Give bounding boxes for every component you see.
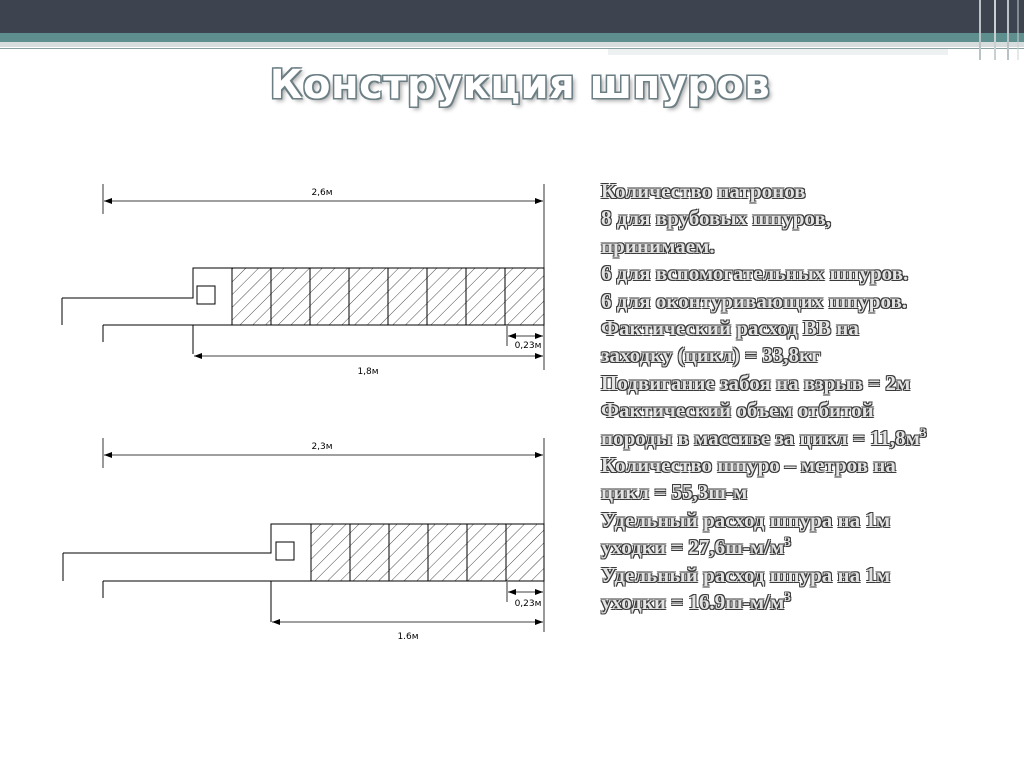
info-line-text: заходку (цикл) = 33,8кг bbox=[601, 343, 821, 368]
info-line-text: 6 для оконтуривающих шпуров. bbox=[601, 288, 908, 313]
info-line bbox=[601, 315, 1011, 342]
info-line bbox=[601, 425, 1011, 452]
detonator-box-top bbox=[197, 286, 215, 304]
info-line-text: Удельный расход шпура на 1м bbox=[601, 507, 891, 532]
detonator-box-bottom bbox=[276, 542, 294, 560]
info-line bbox=[601, 397, 1011, 424]
info-line bbox=[601, 205, 1011, 232]
stemming-label-top: 0,23м bbox=[514, 341, 542, 351]
info-line-text: Подвигание забоя на взрыв = 2м bbox=[601, 370, 911, 395]
info-line-text: 8 для врубовых шпуров, bbox=[601, 206, 831, 231]
info-line bbox=[601, 479, 1011, 506]
info-line bbox=[601, 589, 1011, 616]
info-line-text: уходки = 27,6ш-м/м bbox=[601, 535, 785, 560]
charge-length-dimension-top bbox=[194, 356, 543, 377]
info-line-superscript: 3 bbox=[784, 534, 791, 550]
top-decorative-bar bbox=[0, 0, 1024, 60]
stemming-dimension-top bbox=[507, 325, 544, 370]
blasthole-diagrams-svg bbox=[0, 170, 600, 650]
info-line bbox=[601, 342, 1011, 369]
charge-length-label-top: 1,8м bbox=[357, 367, 379, 377]
info-line-superscript: 3 bbox=[919, 424, 927, 440]
diagram-top bbox=[62, 184, 544, 377]
stemming-label-bottom: 0,23м bbox=[514, 599, 542, 609]
charge-length-dimension-bottom bbox=[272, 622, 543, 642]
info-line-text: Количество патронов bbox=[601, 179, 806, 203]
info-line bbox=[601, 370, 1011, 397]
info-line-text: принимаем. bbox=[601, 233, 715, 258]
charge-cartridges-top bbox=[232, 268, 544, 325]
info-line bbox=[601, 288, 1011, 315]
info-line-text: Фактический расход ВВ на bbox=[601, 316, 859, 341]
total-length-dimension-bottom bbox=[103, 438, 544, 525]
info-line bbox=[601, 507, 1011, 534]
info-line bbox=[601, 562, 1011, 589]
info-line-text: 6 для вспомогательных шпуров. bbox=[601, 261, 909, 286]
total-length-dimension-top bbox=[103, 184, 544, 270]
info-line bbox=[601, 178, 1011, 205]
info-line-text: уходки = 16.9ш-м/м bbox=[601, 590, 785, 615]
info-line-text: цикл = 55,3ш-м bbox=[601, 480, 748, 505]
slide-title: Конструкция шпуров bbox=[269, 62, 771, 108]
charge-cartridges-bottom bbox=[311, 524, 544, 581]
diagram-bottom bbox=[63, 438, 544, 642]
info-line bbox=[601, 233, 1011, 260]
info-line-text: Удельный расход шпура на 1м bbox=[601, 562, 891, 587]
total-length-label-top: 2,6м bbox=[311, 188, 333, 198]
charge-length-label-bottom: 1.6м bbox=[397, 632, 419, 642]
blasting-parameters-text bbox=[601, 178, 1011, 617]
blasthole-diagrams bbox=[0, 170, 600, 650]
info-line bbox=[601, 260, 1011, 287]
info-line-text: Количество шпуро – метров на bbox=[601, 453, 896, 478]
info-line-superscript: 3 bbox=[784, 589, 791, 605]
total-length-label-bottom: 2,3м bbox=[311, 442, 333, 452]
info-line bbox=[601, 534, 1011, 561]
info-line-text: породы в массиве за цикл = 11,8м bbox=[601, 425, 920, 450]
info-line-text: Фактический объем отбитой bbox=[601, 398, 874, 423]
stemming-dimension-bottom bbox=[507, 581, 544, 632]
info-line bbox=[601, 452, 1011, 479]
